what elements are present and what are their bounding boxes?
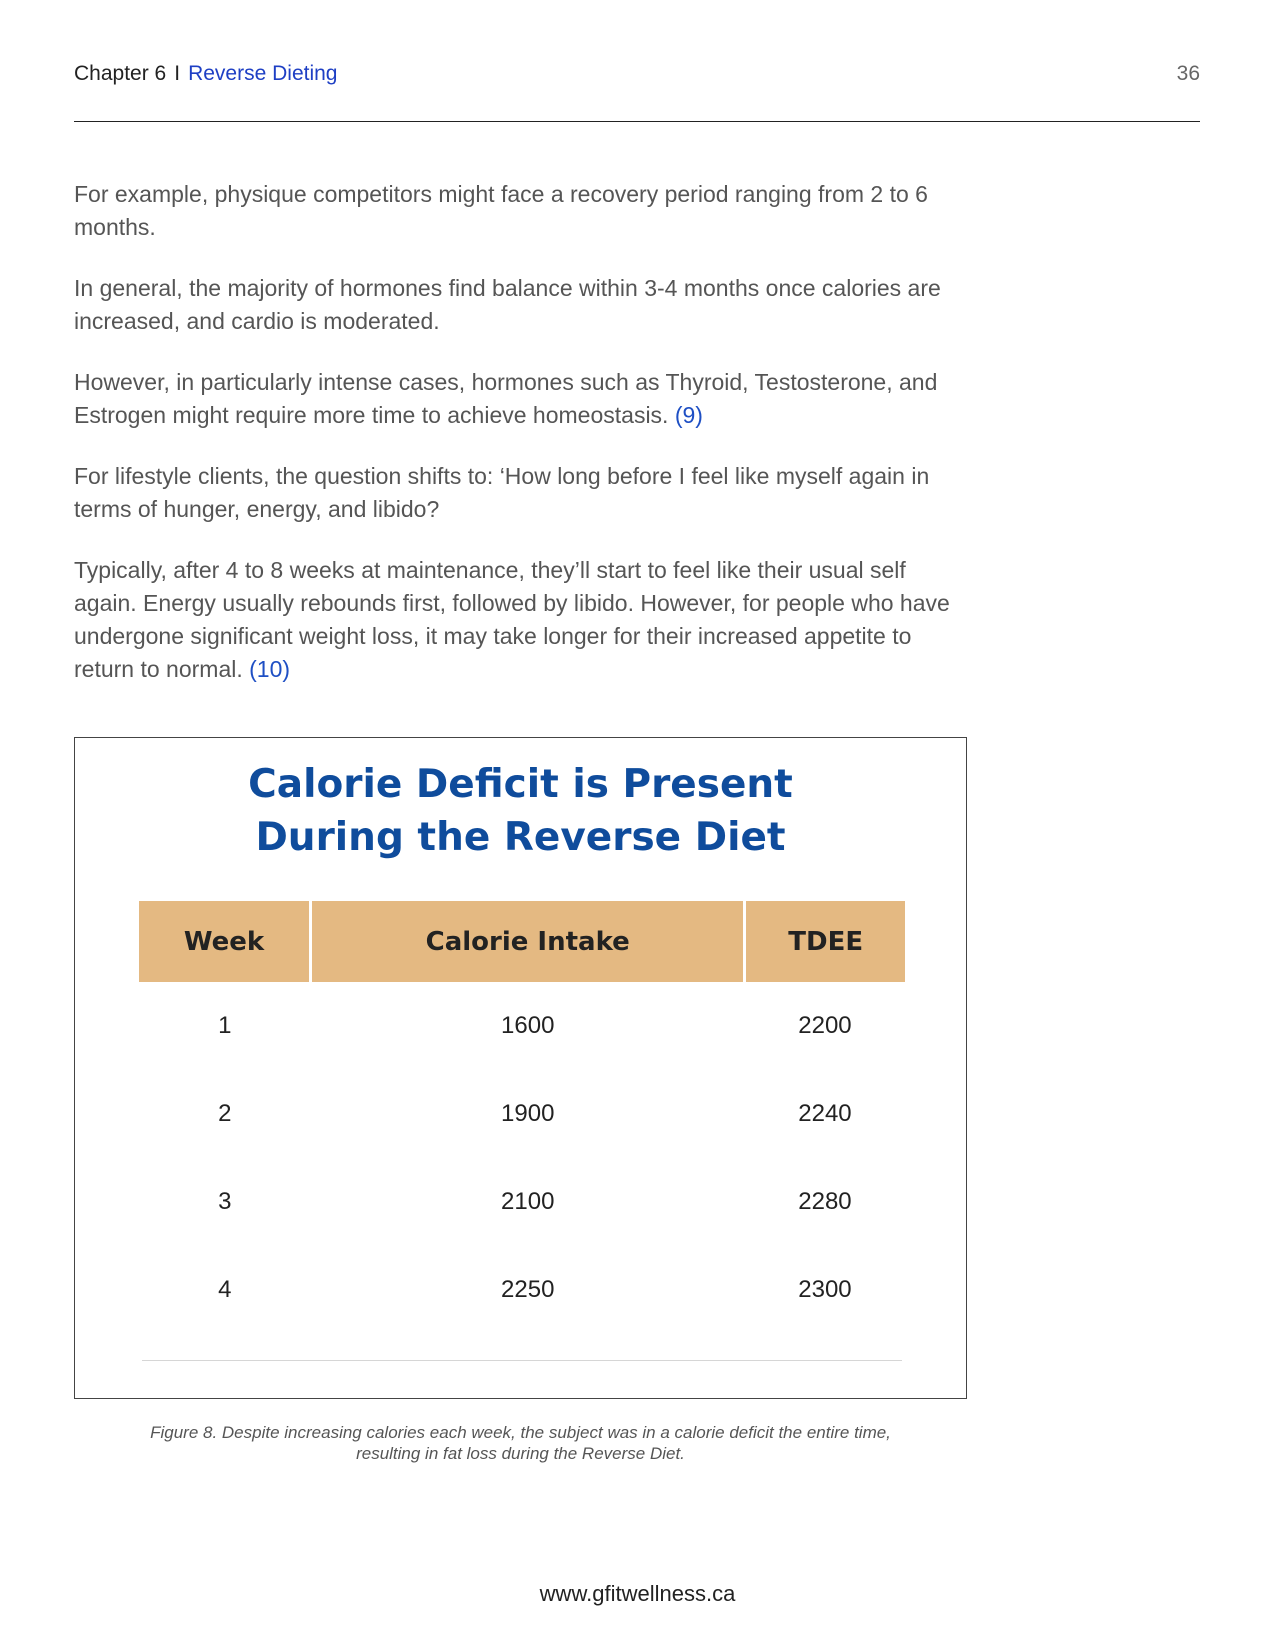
figure-title-line-2: During the Reverse Diet: [255, 815, 786, 860]
calorie-intake-cell: 1600: [501, 1012, 555, 1039]
figure-caption: [74, 1422, 967, 1464]
column-header-tdee: TDEE: [745, 901, 905, 982]
figure-title: [75, 758, 966, 864]
caption-line-2: resulting in fat loss during the Reverse Diet.: [356, 1444, 685, 1463]
calorie-intake-cell: 2100: [501, 1188, 555, 1215]
paragraph-3-text: However, in particularly intense cases, hormones such as Thyroid, Testosterone, and Estrogen might require more time to achieve homeostasis.: [74, 369, 938, 428]
week-cell: 4: [218, 1276, 232, 1303]
chapter-title-link[interactable]: Reverse Dieting: [188, 62, 338, 85]
week-cell: 1: [218, 1012, 232, 1039]
caption-line-1: Figure 8. Despite increasing calories each week, the subject was in a calorie deficit the entire time,: [150, 1423, 891, 1442]
page-header: [74, 62, 1200, 92]
table-bottom-rule: [142, 1360, 902, 1361]
page-number: 36: [1176, 62, 1200, 85]
tdee-cell: 2300: [798, 1276, 852, 1303]
calorie-table: [139, 901, 905, 1334]
paragraph-4: For lifestyle clients, the question shifts to: ‘How long before I feel like myself again in terms of hunger, energy, and libido?: [74, 463, 930, 522]
paragraph-5: [74, 554, 964, 686]
table-row: [139, 1158, 905, 1246]
calorie-intake-cell: 1900: [501, 1100, 555, 1127]
reference-link-10[interactable]: (10): [249, 656, 291, 682]
tdee-cell: 2200: [798, 1012, 852, 1039]
column-header-week: Week: [139, 901, 311, 982]
paragraph-5-text: Typically, after 4 to 8 weeks at maintenance, they’ll start to feel like their usual self again. Energy usually rebounds first, followed by libido. However, for people who have undergone significant weight loss, it may take longer for their increased appetite to return to normal.: [74, 557, 950, 682]
table-row: [139, 1070, 905, 1158]
paragraph-2: In general, the majority of hormones find balance within 3-4 months once calories are increased, and cardio is moderated.: [74, 275, 941, 334]
header-separator: I: [174, 62, 181, 85]
paragraph-1: For example, physique competitors might face a recovery period ranging from 2 to 6 months.: [74, 181, 928, 240]
figure-box: [74, 737, 967, 1399]
table-row: [139, 1246, 905, 1334]
week-cell: 3: [218, 1188, 232, 1215]
header-divider: [74, 121, 1200, 122]
tdee-cell: 2240: [798, 1100, 852, 1127]
table-header-row: [139, 901, 905, 982]
column-header-calorie-intake: Calorie Intake: [311, 901, 745, 982]
tdee-cell: 2280: [798, 1188, 852, 1215]
calorie-intake-cell: 2250: [501, 1276, 555, 1303]
figure-title-line-1: Calorie Deficit is Present: [248, 762, 793, 807]
week-cell: 2: [218, 1100, 232, 1127]
body-text: [74, 178, 964, 714]
chapter-number: Chapter 6: [74, 62, 167, 85]
reference-link-9[interactable]: (9): [674, 402, 703, 428]
footer-url[interactable]: www.gfitwellness.ca: [539, 1581, 736, 1606]
chapter-label: [74, 62, 337, 86]
table-row: [139, 982, 905, 1070]
paragraph-3: [74, 366, 964, 432]
